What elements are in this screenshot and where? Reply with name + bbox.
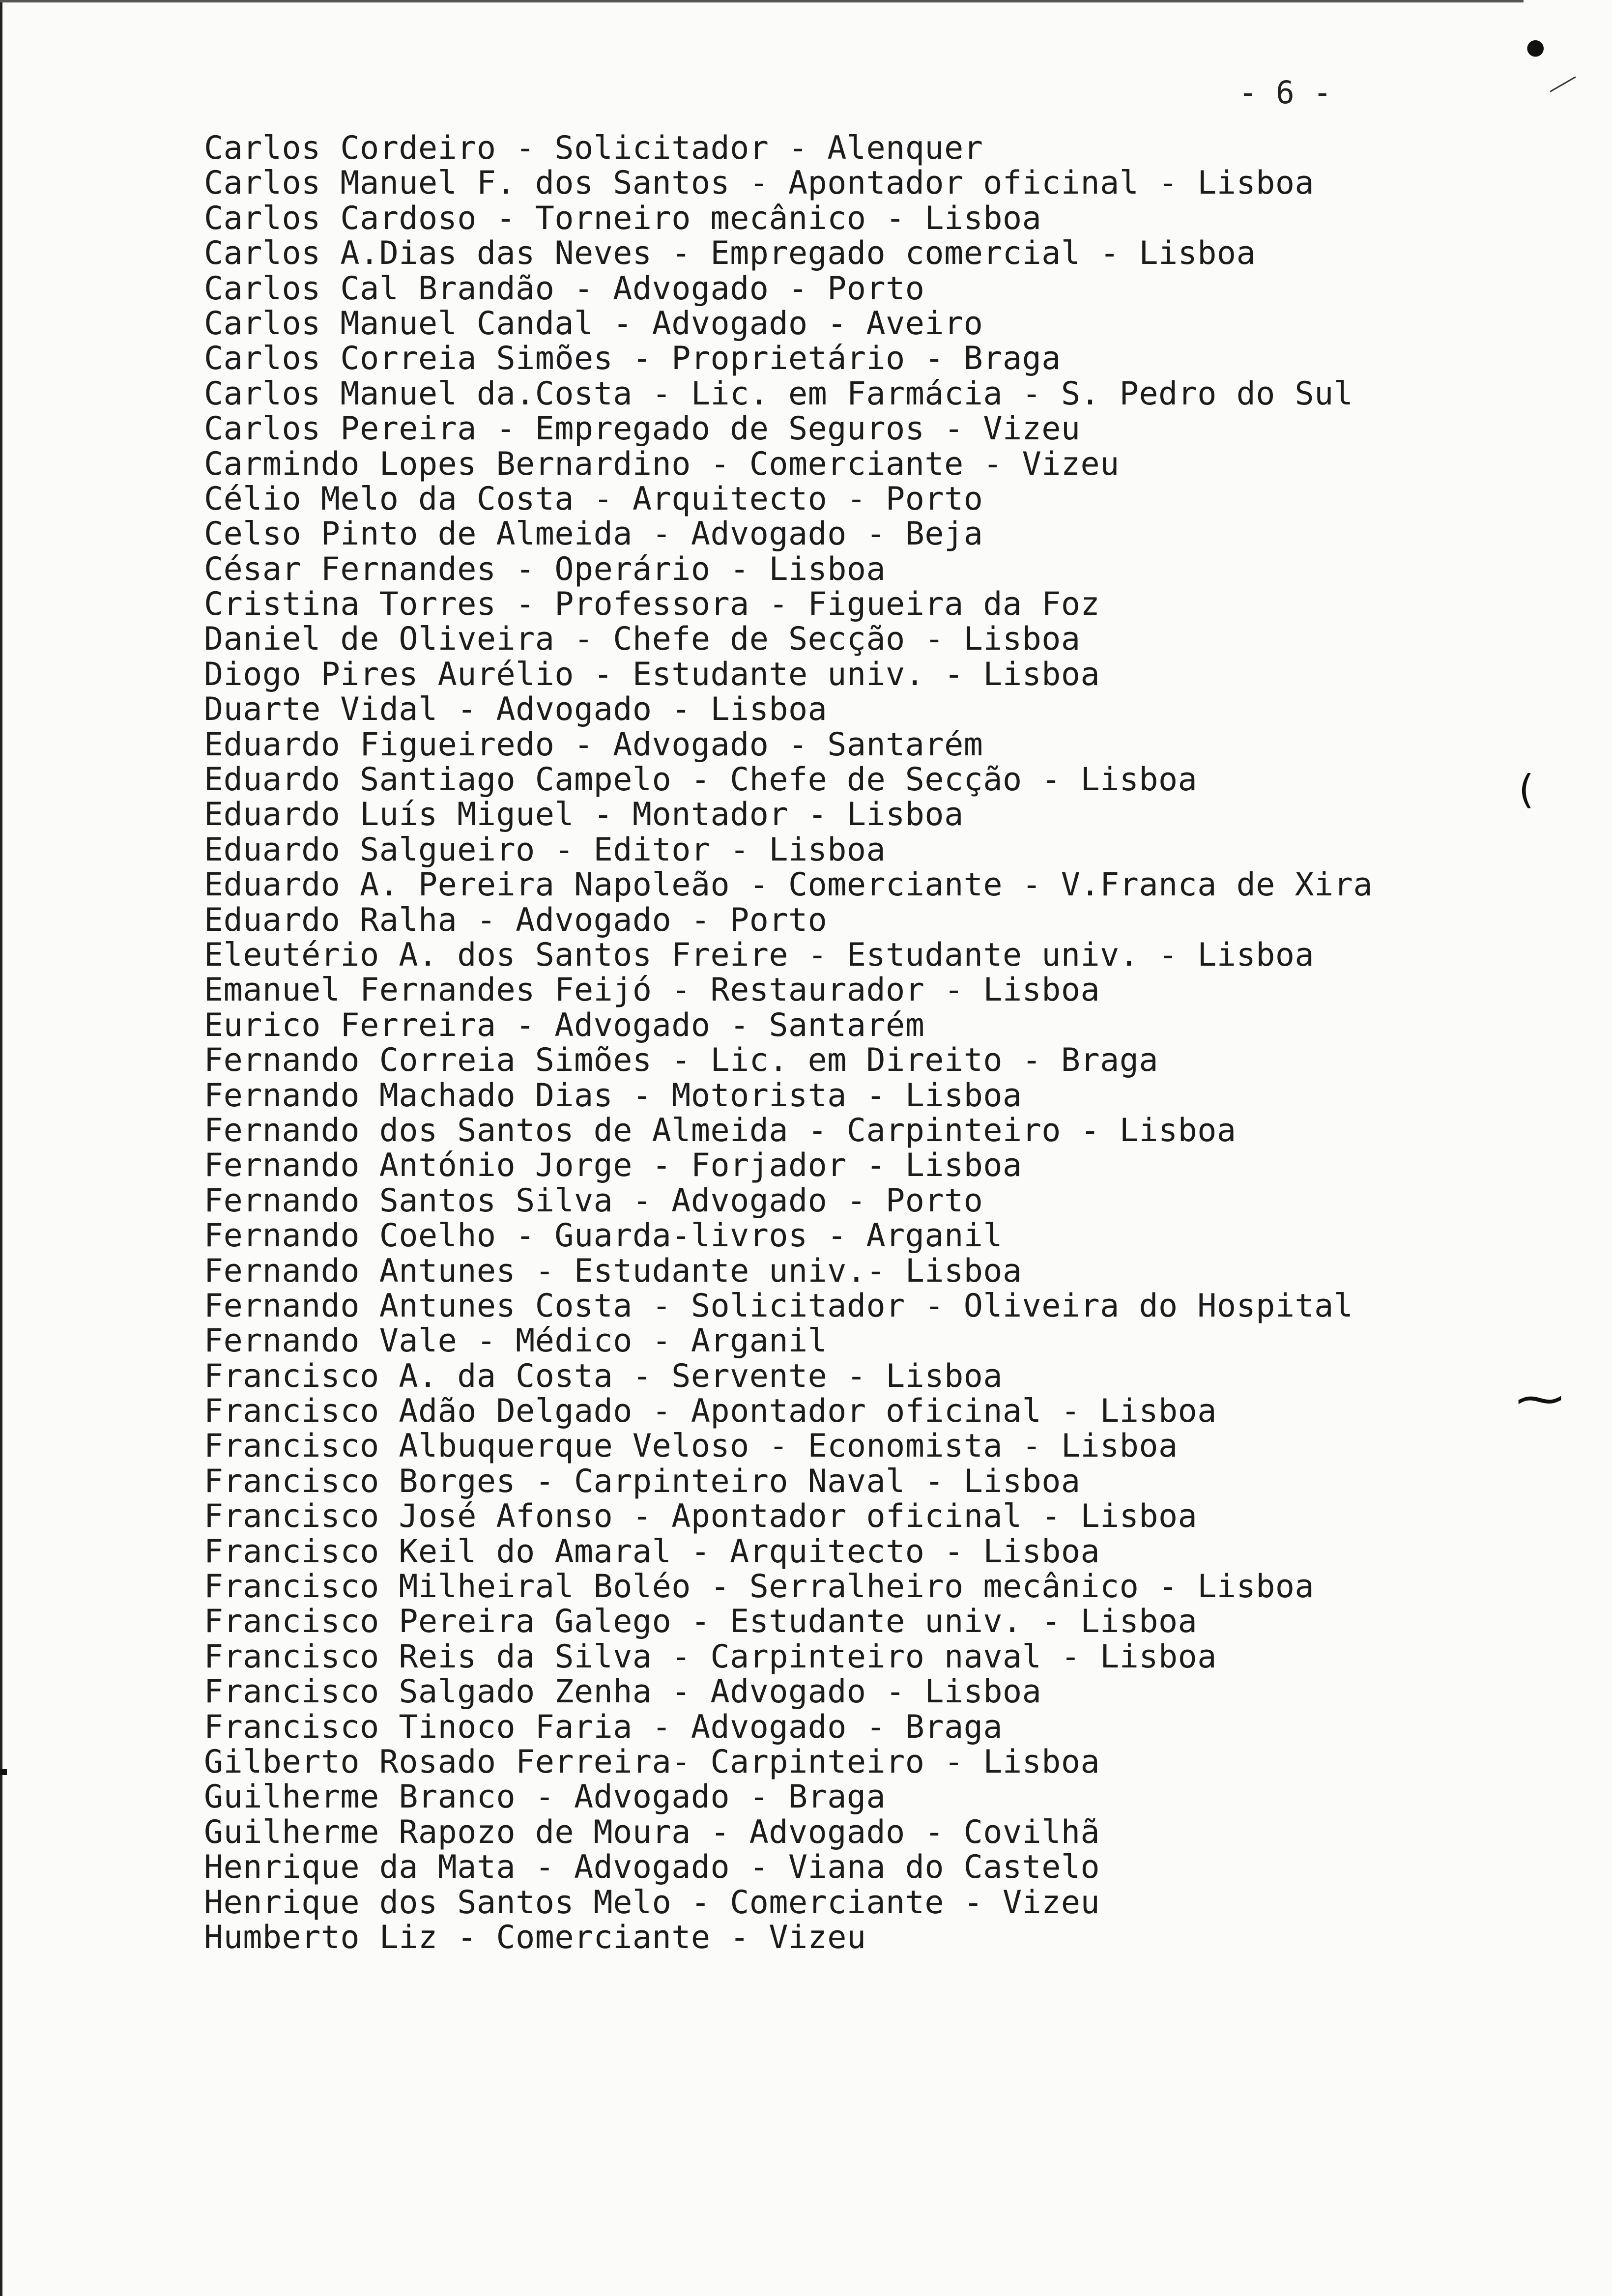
list-item: Gilberto Rosado Ferreira- Carpinteiro - Lisboa xyxy=(204,1743,1100,1780)
list-item: Francisco Pereira Galego - Estudante univ. - Lisboa xyxy=(204,1603,1198,1640)
scan-top-edge xyxy=(0,0,1524,2)
list-item: Francisco José Afonso - Apontador oficinal - Lisboa xyxy=(204,1498,1198,1535)
list-item: Eduardo Santiago Campelo - Chefe de Secção - Lisboa xyxy=(204,761,1198,799)
list-item: Eduardo Figueiredo - Advogado - Santarém xyxy=(204,726,983,763)
list-item: Eurico Ferreira - Advogado - Santarém xyxy=(204,1006,925,1044)
list-item: Carlos Correia Simões - Proprietário - Braga xyxy=(204,340,1061,377)
list-item: Francisco Adão Delgado - Apontador oficinal - Lisboa xyxy=(204,1393,1217,1430)
list-item: Fernando Antunes Costa - Solicitador - Oliveira do Hospital xyxy=(204,1287,1353,1324)
list-item: Fernando Vale - Médico - Arganil xyxy=(204,1322,828,1360)
list-item: Francisco A. da Costa - Servente - Lisboa xyxy=(204,1357,1003,1395)
list-item: Fernando dos Santos de Almeida - Carpinteiro - Lisboa xyxy=(204,1112,1237,1149)
scan-speck: ⁓ xyxy=(1516,1371,1563,1426)
list-item: Francisco Keil do Amaral - Arquitecto - Lisboa xyxy=(204,1533,1100,1570)
scan-speck: ● xyxy=(1526,34,1545,59)
list-item: Eduardo Salgueiro - Editor - Lisboa xyxy=(204,831,886,868)
list-item: Diogo Pires Aurélio - Estudante univ. - Lisboa xyxy=(204,656,1100,693)
list-item: Fernando Coelho - Guarda-livros - Arganil xyxy=(204,1217,1003,1255)
list-item: Carmindo Lopes Bernardino - Comerciante - Vizeu xyxy=(204,445,1120,483)
list-item: Célio Melo da Costa - Arquitecto - Porto xyxy=(204,480,983,517)
list-item: Carlos Manuel Candal - Advogado - Aveiro xyxy=(204,305,983,342)
list-item: Cristina Torres - Professora - Figueira da Foz xyxy=(204,586,1100,623)
page-number: - 6 - xyxy=(1238,75,1332,111)
list-item: Emanuel Fernandes Feijó - Restaurador - Lisboa xyxy=(204,972,1100,1009)
list-item: Fernando Antunes - Estudante univ.- Lisboa xyxy=(204,1252,1022,1290)
list-item: Carlos Cordeiro - Solicitador - Alenquer xyxy=(204,130,983,167)
list-item: Carlos Cardoso - Torneiro mecânico - Lisboa xyxy=(204,200,1042,237)
list-item: Francisco Reis da Silva - Carpinteiro naval - Lisboa xyxy=(204,1638,1217,1675)
list-item: Henrique da Mata - Advogado - Viana do Castelo xyxy=(204,1849,1100,1886)
list-item: Carlos A.Dias das Neves - Empregado comercial - Lisboa xyxy=(204,235,1256,272)
list-item: Francisco Milheiral Boléo - Serralheiro mecânico - Lisboa xyxy=(204,1568,1315,1606)
list-item: Fernando António Jorge - Forjador - Lisboa xyxy=(204,1147,1022,1184)
list-item: Fernando Machado Dias - Motorista - Lisboa xyxy=(204,1077,1022,1114)
list-item: Carlos Pereira - Empregado de Seguros - Vizeu xyxy=(204,410,1081,448)
list-item: Guilherme Branco - Advogado - Braga xyxy=(204,1779,886,1816)
list-item: Francisco Salgado Zenha - Advogado - Lisboa xyxy=(204,1673,1042,1711)
list-item: Carlos Cal Brandão - Advogado - Porto xyxy=(204,270,925,307)
list-item: Henrique dos Santos Melo - Comerciante - Vizeu xyxy=(204,1884,1100,1921)
list-item: Carlos Manuel da.Costa - Lic. em Farmácia - S. Pedro do Sul xyxy=(204,375,1353,412)
list-item: Daniel de Oliveira - Chefe de Secção - Lisboa xyxy=(204,621,1081,658)
list-item: Guilherme Rapozo de Moura - Advogado - Covilhã xyxy=(204,1813,1100,1851)
list-item: Fernando Santos Silva - Advogado - Porto xyxy=(204,1182,983,1219)
list-item: Fernando Correia Simões - Lic. em Direito - Braga xyxy=(204,1042,1159,1079)
scan-speck: ( xyxy=(1519,767,1534,812)
list-item: Eduardo A. Pereira Napoleão - Comerciante - V.Franca de Xira xyxy=(204,866,1373,904)
scan-speck xyxy=(1550,76,1576,92)
scan-edge-mark xyxy=(0,1769,7,1775)
list-item: Eduardo Luís Miguel - Montador - Lisboa xyxy=(204,796,964,833)
list-item: Duarte Vidal - Advogado - Lisboa xyxy=(204,691,828,728)
entry-list xyxy=(204,131,1373,1955)
scan-left-edge xyxy=(0,0,2,2296)
list-item: Francisco Tinoco Faria - Advogado - Braga xyxy=(204,1708,1003,1746)
list-item: Francisco Albuquerque Veloso - Economista - Lisboa xyxy=(204,1428,1178,1465)
list-item: Francisco Borges - Carpinteiro Naval - Lisboa xyxy=(204,1463,1081,1500)
list-item: César Fernandes - Operário - Lisboa xyxy=(204,550,886,588)
list-item: Eleutério A. dos Santos Freire - Estudante univ. - Lisboa xyxy=(204,936,1315,974)
list-item: Eduardo Ralha - Advogado - Porto xyxy=(204,901,828,939)
list-item: Celso Pinto de Almeida - Advogado - Beja xyxy=(204,516,983,553)
list-item: Humberto Liz - Comerciante - Vizeu xyxy=(204,1919,866,1956)
list-item: Carlos Manuel F. dos Santos - Apontador oficinal - Lisboa xyxy=(204,165,1315,202)
